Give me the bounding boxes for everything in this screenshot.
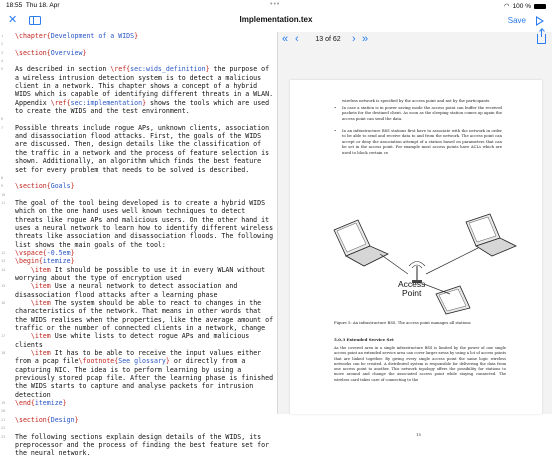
line-number: 22 <box>1 426 6 430</box>
latex-command: } <box>165 357 170 366</box>
line-number: 4 <box>1 59 4 63</box>
line-number: 18 <box>1 351 6 355</box>
code-line[interactable] <box>15 266 275 283</box>
code-line[interactable] <box>15 399 275 407</box>
code-text-run: As described in section <box>15 65 111 74</box>
code-line[interactable] <box>15 257 275 265</box>
line-number: 8 <box>1 176 4 180</box>
latex-argument: itemize <box>42 257 71 266</box>
battery-icon <box>534 4 546 9</box>
code-line[interactable] <box>15 32 275 40</box>
latex-command: } <box>70 257 75 266</box>
code-text-run <box>15 266 31 274</box>
status-right <box>504 2 546 10</box>
code-line[interactable] <box>15 433 275 458</box>
subsection-heading: 5.0.3 Extended Service Set <box>334 337 394 342</box>
latex-command: } <box>142 98 147 107</box>
play-icon[interactable] <box>536 16 544 26</box>
latex-command: \footnote{ <box>78 357 119 366</box>
multitasking-dots[interactable]: ••• <box>270 1 281 8</box>
code-line[interactable] <box>15 416 275 424</box>
latex-command: \ref{ <box>50 98 71 107</box>
latex-command: } <box>74 415 79 424</box>
code-line[interactable] <box>15 115 275 123</box>
close-icon[interactable]: ✕ <box>8 14 18 26</box>
latex-argument: Goals <box>50 182 71 191</box>
prev-page-icon[interactable]: ‹ <box>295 33 299 45</box>
code-text-run: The system should be able to react to changes in the characteristics of the network. That means in other words that the WIDS realises when the properties, like the average amount of traffic or the number of connected clients in a network, change <box>15 299 278 333</box>
latex-argument: Design <box>50 415 75 424</box>
latex-argument: sec:wids_definition <box>130 65 206 74</box>
line-number: 5 <box>1 67 4 71</box>
line-number: 14 <box>1 268 6 272</box>
latex-argument: See glossary <box>118 357 166 366</box>
latex-command: \item <box>30 265 51 274</box>
page-number: 15 <box>416 432 422 437</box>
code-text-run <box>15 299 31 307</box>
latex-argument: Overview <box>50 48 83 57</box>
code-line[interactable] <box>15 249 275 257</box>
line-number: 1 <box>1 34 4 38</box>
code-text-run <box>15 282 31 290</box>
access-point-label: Access Point <box>398 279 426 298</box>
code-line[interactable] <box>15 332 275 349</box>
code-text-run: It should be possible to use it in every WLAN without worrying about the type of encryption used <box>15 265 270 282</box>
document-title: Implementation.tex <box>239 15 313 24</box>
latex-command: } <box>70 248 75 257</box>
figure-caption: Figure 5: An infrastructure BSS. The access point manages all stations <box>334 320 471 325</box>
code-text-run: Use a neural network to detect association and disassociation flood attacks after a learning phase <box>15 282 242 299</box>
save-button[interactable]: Save <box>507 16 526 25</box>
page-intro: wireless network is specified by the access point and not by the participants <box>342 98 490 103</box>
status-time: 18:55 Thu 18. Apr <box>6 2 60 9</box>
latex-argument: -0.5em <box>46 248 71 257</box>
line-number: 2 <box>1 42 4 46</box>
line-number: 15 <box>1 284 6 288</box>
code-editor[interactable] <box>0 32 278 458</box>
code-line[interactable] <box>15 49 275 57</box>
latex-command: \section{ <box>15 415 51 424</box>
latex-command: \item <box>30 349 51 358</box>
code-text-run: The following sections explain design details of the WIDS, its preprocessor and the process of finding the best feature set for the neural network. <box>15 432 274 458</box>
latex-command: \section{ <box>15 48 51 57</box>
latex-command: \item <box>30 332 51 341</box>
code-text-run: or directly from a capturing NIC. The idea is to perform learning by using a previously stored pcap file. After the learning phase is finished the WIDS starts to capture and analyse packets for intrusion detection <box>15 357 278 399</box>
latex-command: \ref{ <box>110 65 131 74</box>
code-text[interactable] <box>15 32 278 458</box>
code-line[interactable] <box>15 349 278 399</box>
latex-argument: sec:implementation <box>70 98 143 107</box>
code-line[interactable] <box>15 299 278 333</box>
latex-argument: Development of a WIDS <box>50 32 135 40</box>
body-paragraph: As the covered area in a single infrastructure BSS is limited by the power of one single access point an extended service area can cover larger areas by using a lot of access points that are linked together. By giving every single access point the same logic wireless networks can be created. A distributed system is responsible for delivering the data from one access point to another. This network topology offers the possibility for stations to move around and change the associated access point while staying connected. The wireless card takes care of connecting to the <box>334 346 506 382</box>
line-number: 3 <box>1 51 4 55</box>
line-number: 23 <box>1 435 6 439</box>
preview-toolbar <box>278 32 552 48</box>
code-text-run <box>15 332 31 340</box>
line-number: 20 <box>1 409 6 413</box>
latex-command: \end{ <box>15 399 35 408</box>
code-text-run: shows the tools which are used to create the WIDS and the test environment. <box>15 98 274 116</box>
line-number: 6 <box>1 117 4 121</box>
line-number: 19 <box>1 401 6 405</box>
line-number: 13 <box>1 259 6 263</box>
code-line[interactable] <box>15 65 278 116</box>
pdf-page <box>290 80 542 437</box>
code-line[interactable] <box>15 198 278 249</box>
code-line[interactable] <box>15 174 275 182</box>
line-number: 7 <box>1 126 4 130</box>
latex-argument: itemize <box>34 399 63 408</box>
latex-command: } <box>70 182 75 191</box>
latex-command: \chapter{ <box>15 32 51 40</box>
code-text-run: Possible threats include rogue APs, unknown clients, association and disassociation flood attacks. First, the goals of the WIDS are discussed. Then, design details like the classification of the traffic in a network and the process of feature selection is shown. Additionally, an algorithm which finds the best feature set for every problem that needs to be solved is described. <box>15 123 274 174</box>
latex-command: \item <box>30 282 51 291</box>
code-line[interactable] <box>15 191 275 199</box>
code-text-run: the purpose of a wireless intrusion detection system is to detect a malicious client in a network. This chapter shows a concept of a hybrid WIDS which is capable of identifying different threats in a WLAN. Appendix <box>15 65 278 107</box>
pdf-preview[interactable] <box>278 32 552 437</box>
line-number: 16 <box>1 301 6 305</box>
latex-command: \item <box>30 299 51 307</box>
laptop-icon <box>466 214 516 256</box>
latex-command: \vspace{ <box>15 248 47 257</box>
line-number: 21 <box>1 418 6 422</box>
first-page-icon[interactable]: « <box>282 33 289 45</box>
code-text-run: Use white lists to detect rogue APs and malicious clients <box>15 332 254 349</box>
latex-command: } <box>134 32 139 40</box>
code-text-run <box>15 349 31 357</box>
line-number: 12 <box>1 251 6 255</box>
navigation-bar <box>0 10 552 32</box>
latex-command: } <box>205 65 210 74</box>
last-page-icon[interactable]: » <box>362 33 369 45</box>
code-line[interactable] <box>15 182 275 190</box>
bullet-item: • In an infrastructure BSS stations first have to associate with the network in order to be able to send and receive data to and from the network. The access point can accept or deny the association attempt of a station based on parameters that can be set in the access point. For example most access points have ACLs which are used to block certain ce <box>334 128 502 155</box>
code-text-run: The goal of the tool being developed is to create a hybrid WIDS which on the one hand uses well known techniques to detect threats like rogue APs and malicious users. On the other hand it uses a neural network to learn how to identify different wireless threats like association and disassociation floods. The following list shows the main goals of the tool: <box>15 198 278 249</box>
line-number: 17 <box>1 334 6 338</box>
laptop-icon <box>334 220 388 266</box>
latex-command: } <box>82 48 87 57</box>
code-line[interactable] <box>15 40 275 48</box>
line-number: 10 <box>1 193 6 197</box>
code-line[interactable] <box>15 424 275 432</box>
battery-label: 100 % <box>512 2 531 10</box>
page-indicator: 13 of 62 <box>315 36 341 43</box>
wifi-icon: ◠ <box>503 3 510 10</box>
laptop-icon <box>436 286 470 314</box>
code-line[interactable] <box>15 407 275 415</box>
bullet-item: • In case a station is in power saving mode the access point can buffer the received packets for the destined client. As soon as the sleeping station comes up again the access point can send the data. <box>334 105 502 121</box>
latex-command: \begin{ <box>15 257 43 266</box>
code-line[interactable] <box>15 282 275 299</box>
line-number: 9 <box>1 184 4 188</box>
latex-command: } <box>62 399 67 408</box>
latex-command: \section{ <box>15 182 51 191</box>
next-page-icon[interactable]: › <box>352 33 356 45</box>
code-line[interactable] <box>15 57 275 65</box>
line-number: 11 <box>1 201 6 205</box>
status-bar <box>0 0 552 10</box>
code-line[interactable] <box>15 124 275 174</box>
share-icon[interactable] <box>537 34 546 44</box>
code-text-run: It has to be able to receive the input values either from a pcap file <box>15 349 266 366</box>
